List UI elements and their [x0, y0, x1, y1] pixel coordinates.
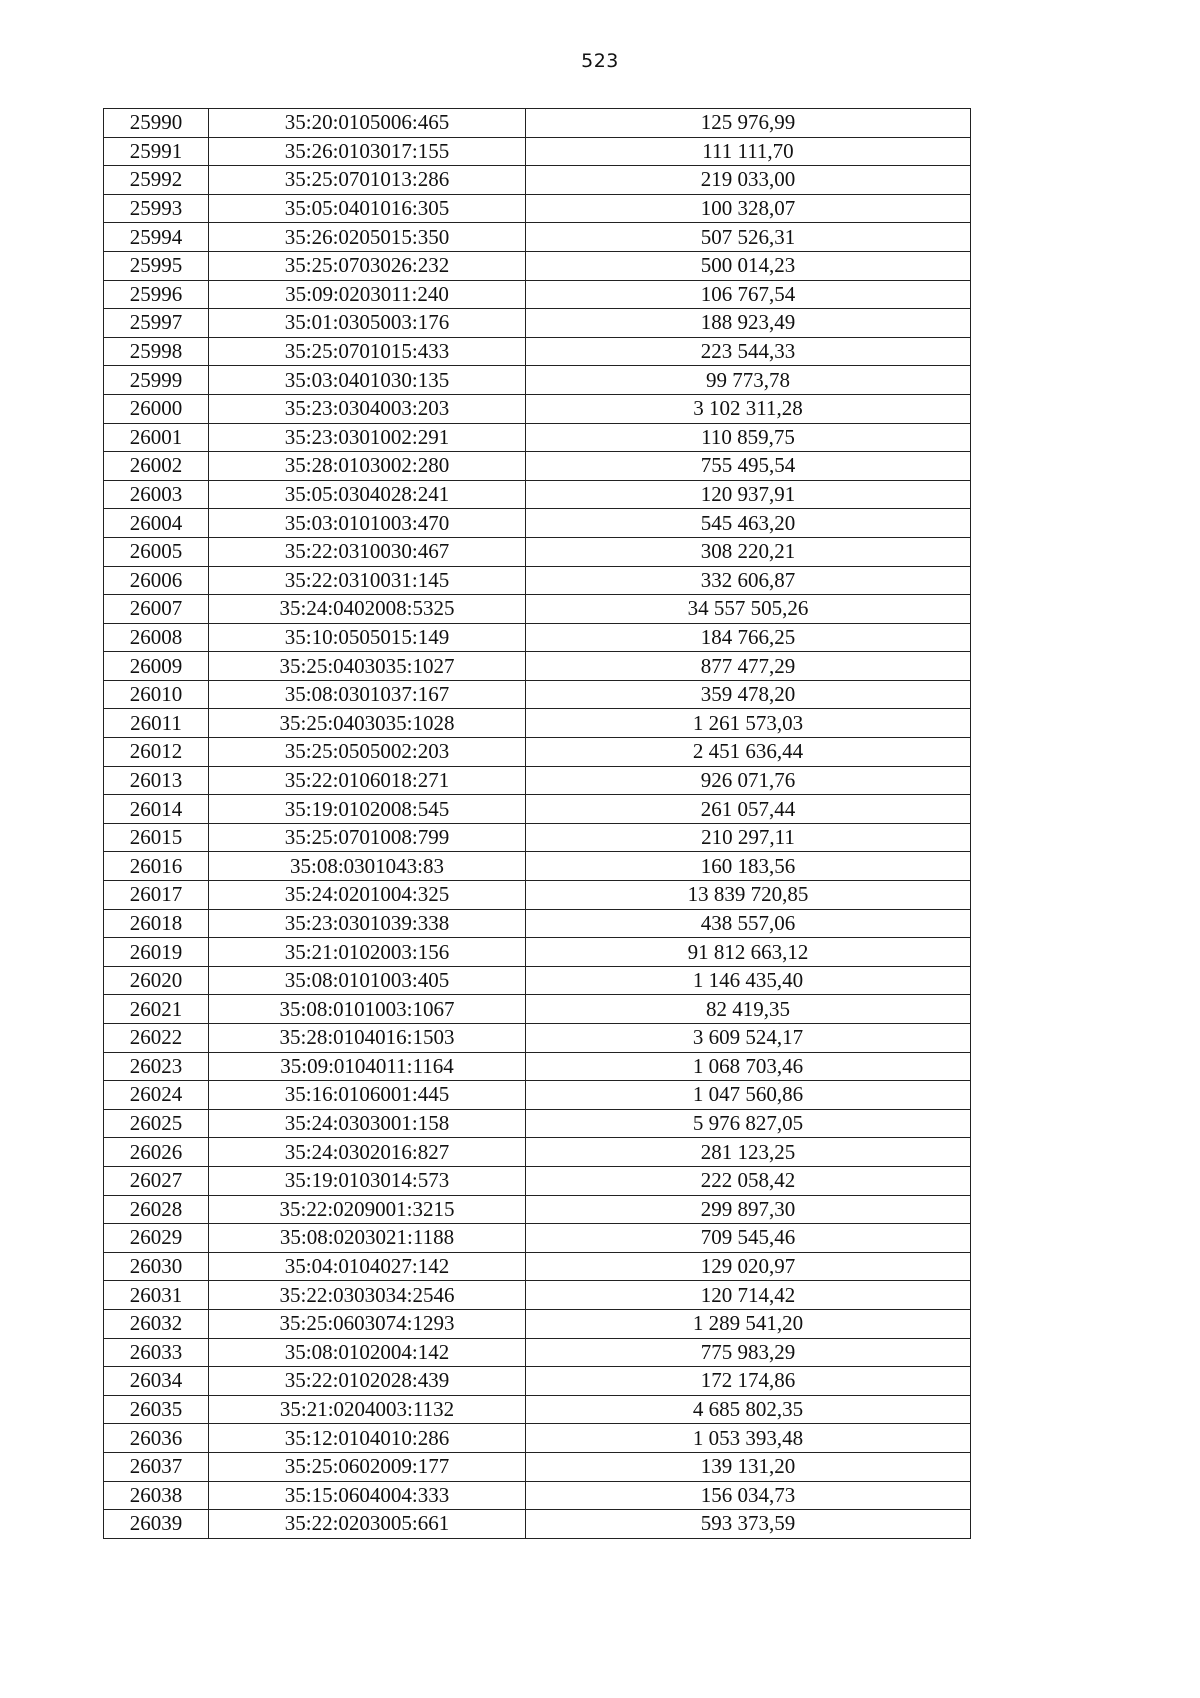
cadastral-number-cell: 35:08:0102004:142	[209, 1338, 526, 1367]
cadastral-number-cell: 35:23:0301002:291	[209, 423, 526, 452]
table-row	[104, 795, 971, 824]
table-row	[104, 823, 971, 852]
cadastral-value-cell: 593 373,59	[526, 1510, 971, 1539]
cadastral-value-cell: 709 545,46	[526, 1224, 971, 1253]
cadastral-value-cell: 1 146 435,40	[526, 966, 971, 995]
cadastral-value-cell: 125 976,99	[526, 109, 971, 138]
cadastral-value-cell: 99 773,78	[526, 366, 971, 395]
cadastral-value-cell: 106 767,54	[526, 280, 971, 309]
table-row	[104, 1052, 971, 1081]
table-row	[104, 394, 971, 423]
table-row	[104, 995, 971, 1024]
cadastral-number-cell: 35:25:0703026:232	[209, 251, 526, 280]
row-number-cell: 25990	[104, 109, 209, 138]
cadastral-number-cell: 35:22:0310031:145	[209, 566, 526, 595]
table-row	[104, 1510, 971, 1539]
row-number-cell: 26016	[104, 852, 209, 881]
table-row	[104, 1252, 971, 1281]
row-number-cell: 25999	[104, 366, 209, 395]
cadastral-number-cell: 35:16:0106001:445	[209, 1081, 526, 1110]
row-number-cell: 26010	[104, 680, 209, 709]
table-row	[104, 480, 971, 509]
cadastral-number-cell: 35:25:0701015:433	[209, 337, 526, 366]
cadastral-value-cell: 91 812 663,12	[526, 938, 971, 967]
cadastral-number-cell: 35:25:0602009:177	[209, 1452, 526, 1481]
page-number: 523	[581, 50, 619, 72]
cadastral-value-cell: 120 937,91	[526, 480, 971, 509]
table-row	[104, 251, 971, 280]
table-row	[104, 966, 971, 995]
row-number-cell: 26036	[104, 1424, 209, 1453]
row-number-cell: 26028	[104, 1195, 209, 1224]
table-row	[104, 1138, 971, 1167]
row-number-cell: 26039	[104, 1510, 209, 1539]
cadastral-number-cell: 35:22:0310030:467	[209, 537, 526, 566]
cadastral-value-cell: 3 609 524,17	[526, 1024, 971, 1053]
row-number-cell: 26026	[104, 1138, 209, 1167]
row-number-cell: 26019	[104, 938, 209, 967]
cadastral-value-cell: 219 033,00	[526, 166, 971, 195]
row-number-cell: 26030	[104, 1252, 209, 1281]
cadastral-value-cell: 156 034,73	[526, 1481, 971, 1510]
row-number-cell: 26013	[104, 766, 209, 795]
cadastral-number-cell: 35:22:0102028:439	[209, 1367, 526, 1396]
cadastral-value-cell: 438 557,06	[526, 909, 971, 938]
cadastral-value-cell: 332 606,87	[526, 566, 971, 595]
row-number-cell: 26001	[104, 423, 209, 452]
row-number-cell: 26014	[104, 795, 209, 824]
row-number-cell: 26027	[104, 1166, 209, 1195]
table-row	[104, 1481, 971, 1510]
cadastral-number-cell: 35:23:0304003:203	[209, 394, 526, 423]
table-row	[104, 566, 971, 595]
cadastral-number-cell: 35:19:0102008:545	[209, 795, 526, 824]
table-row	[104, 881, 971, 910]
cadastral-value-cell: 172 174,86	[526, 1367, 971, 1396]
table-row	[104, 194, 971, 223]
cadastral-value-cell: 755 495,54	[526, 452, 971, 481]
row-number-cell: 26035	[104, 1395, 209, 1424]
cadastral-value-cell: 188 923,49	[526, 309, 971, 338]
table-row	[104, 652, 971, 681]
table-row	[104, 1367, 971, 1396]
cadastral-number-cell: 35:24:0402008:5325	[209, 595, 526, 624]
cadastral-value-cell: 34 557 505,26	[526, 595, 971, 624]
cadastral-number-cell: 35:22:0303034:2546	[209, 1281, 526, 1310]
cadastral-number-cell: 35:20:0105006:465	[209, 109, 526, 138]
cadastral-number-cell: 35:08:0101003:405	[209, 966, 526, 995]
cadastral-number-cell: 35:09:0104011:1164	[209, 1052, 526, 1081]
cadastral-number-cell: 35:23:0301039:338	[209, 909, 526, 938]
row-number-cell: 26037	[104, 1452, 209, 1481]
cadastral-number-cell: 35:10:0505015:149	[209, 623, 526, 652]
cadastral-number-cell: 35:12:0104010:286	[209, 1424, 526, 1453]
table-row	[104, 223, 971, 252]
row-number-cell: 26004	[104, 509, 209, 538]
cadastral-number-cell: 35:05:0401016:305	[209, 194, 526, 223]
cadastral-number-cell: 35:03:0401030:135	[209, 366, 526, 395]
table-row	[104, 509, 971, 538]
row-number-cell: 26015	[104, 823, 209, 852]
row-number-cell: 26033	[104, 1338, 209, 1367]
cadastral-number-cell: 35:22:0106018:271	[209, 766, 526, 795]
cadastral-value-cell: 4 685 802,35	[526, 1395, 971, 1424]
cadastral-number-cell: 35:19:0103014:573	[209, 1166, 526, 1195]
cadastral-number-cell: 35:15:0604004:333	[209, 1481, 526, 1510]
cadastral-number-cell: 35:28:0103002:280	[209, 452, 526, 481]
cadastral-value-cell: 877 477,29	[526, 652, 971, 681]
cadastral-value-cell: 1 053 393,48	[526, 1424, 971, 1453]
cadastral-value-cell: 160 183,56	[526, 852, 971, 881]
table-row	[104, 738, 971, 767]
cadastral-number-cell: 35:22:0209001:3215	[209, 1195, 526, 1224]
cadastral-number-cell: 35:21:0204003:1132	[209, 1395, 526, 1424]
cadastral-value-cell: 210 297,11	[526, 823, 971, 852]
table-row	[104, 1338, 971, 1367]
cadastral-number-cell: 35:03:0101003:470	[209, 509, 526, 538]
row-number-cell: 26009	[104, 652, 209, 681]
table-row	[104, 1224, 971, 1253]
cadastral-value-cell: 1 068 703,46	[526, 1052, 971, 1081]
cadastral-value-cell: 299 897,30	[526, 1195, 971, 1224]
row-number-cell: 26029	[104, 1224, 209, 1253]
row-number-cell: 25994	[104, 223, 209, 252]
cadastral-number-cell: 35:05:0304028:241	[209, 480, 526, 509]
cadastral-value-cell: 110 859,75	[526, 423, 971, 452]
cadastral-value-cell: 5 976 827,05	[526, 1109, 971, 1138]
row-number-cell: 26017	[104, 881, 209, 910]
table-row	[104, 1281, 971, 1310]
table-row	[104, 337, 971, 366]
cadastral-value-cell: 261 057,44	[526, 795, 971, 824]
cadastral-number-cell: 35:22:0203005:661	[209, 1510, 526, 1539]
cadastral-value-cell: 1 047 560,86	[526, 1081, 971, 1110]
cadastral-value-cell: 82 419,35	[526, 995, 971, 1024]
cadastral-number-cell: 35:25:0701013:286	[209, 166, 526, 195]
table-row	[104, 1109, 971, 1138]
table-row	[104, 452, 971, 481]
cadastral-number-cell: 35:24:0302016:827	[209, 1138, 526, 1167]
table-row	[104, 623, 971, 652]
cadastral-value-cell: 129 020,97	[526, 1252, 971, 1281]
table-row	[104, 938, 971, 967]
cadastral-value-cell: 111 111,70	[526, 137, 971, 166]
cadastral-number-cell: 35:25:0701008:799	[209, 823, 526, 852]
cadastral-value-cell: 139 131,20	[526, 1452, 971, 1481]
table-row	[104, 595, 971, 624]
row-number-cell: 26034	[104, 1367, 209, 1396]
table-row	[104, 909, 971, 938]
table-row	[104, 852, 971, 881]
row-number-cell: 26038	[104, 1481, 209, 1510]
table-row	[104, 366, 971, 395]
row-number-cell: 26022	[104, 1024, 209, 1053]
cadastral-number-cell: 35:24:0303001:158	[209, 1109, 526, 1138]
cadastral-number-cell: 35:08:0203021:1188	[209, 1224, 526, 1253]
row-number-cell: 26024	[104, 1081, 209, 1110]
row-number-cell: 26008	[104, 623, 209, 652]
row-number-cell: 25995	[104, 251, 209, 280]
cadastral-value-cell: 184 766,25	[526, 623, 971, 652]
table-body	[104, 109, 971, 1539]
row-number-cell: 25998	[104, 337, 209, 366]
row-number-cell: 26002	[104, 452, 209, 481]
table-row	[104, 680, 971, 709]
cadastral-number-cell: 35:08:0301037:167	[209, 680, 526, 709]
table-row	[104, 109, 971, 138]
cadastral-number-cell: 35:25:0603074:1293	[209, 1309, 526, 1338]
cadastral-value-table	[103, 108, 971, 1539]
cadastral-number-cell: 35:01:0305003:176	[209, 309, 526, 338]
cadastral-value-cell: 308 220,21	[526, 537, 971, 566]
cadastral-number-cell: 35:26:0103017:155	[209, 137, 526, 166]
row-number-cell: 26011	[104, 709, 209, 738]
table-row	[104, 1081, 971, 1110]
table-row	[104, 1166, 971, 1195]
cadastral-value-cell: 545 463,20	[526, 509, 971, 538]
row-number-cell: 25991	[104, 137, 209, 166]
cadastral-value-cell: 222 058,42	[526, 1166, 971, 1195]
table-row	[104, 709, 971, 738]
table-row	[104, 423, 971, 452]
row-number-cell: 25997	[104, 309, 209, 338]
table-row	[104, 166, 971, 195]
row-number-cell: 26003	[104, 480, 209, 509]
cadastral-number-cell: 35:08:0101003:1067	[209, 995, 526, 1024]
cadastral-number-cell: 35:21:0102003:156	[209, 938, 526, 967]
row-number-cell: 26007	[104, 595, 209, 624]
table-row	[104, 280, 971, 309]
cadastral-value-cell: 13 839 720,85	[526, 881, 971, 910]
table-row	[104, 137, 971, 166]
cadastral-value-cell: 775 983,29	[526, 1338, 971, 1367]
row-number-cell: 26005	[104, 537, 209, 566]
row-number-cell: 26025	[104, 1109, 209, 1138]
cadastral-value-cell: 223 544,33	[526, 337, 971, 366]
cadastral-value-cell: 500 014,23	[526, 251, 971, 280]
cadastral-number-cell: 35:25:0505002:203	[209, 738, 526, 767]
cadastral-value-cell: 1 289 541,20	[526, 1309, 971, 1338]
cadastral-value-cell: 359 478,20	[526, 680, 971, 709]
cadastral-number-cell: 35:25:0403035:1027	[209, 652, 526, 681]
row-number-cell: 26006	[104, 566, 209, 595]
table-row	[104, 1424, 971, 1453]
table-row	[104, 309, 971, 338]
row-number-cell: 26031	[104, 1281, 209, 1310]
cadastral-value-cell: 100 328,07	[526, 194, 971, 223]
table-row	[104, 1452, 971, 1481]
cadastral-value-cell: 3 102 311,28	[526, 394, 971, 423]
cadastral-value-cell: 926 071,76	[526, 766, 971, 795]
cadastral-number-cell: 35:09:0203011:240	[209, 280, 526, 309]
table-row	[104, 1309, 971, 1338]
table-row	[104, 1024, 971, 1053]
table-row	[104, 537, 971, 566]
row-number-cell: 25992	[104, 166, 209, 195]
row-number-cell: 25996	[104, 280, 209, 309]
row-number-cell: 26018	[104, 909, 209, 938]
cadastral-value-cell: 507 526,31	[526, 223, 971, 252]
cadastral-value-cell: 1 261 573,03	[526, 709, 971, 738]
row-number-cell: 26021	[104, 995, 209, 1024]
cadastral-number-cell: 35:28:0104016:1503	[209, 1024, 526, 1053]
cadastral-number-cell: 35:26:0205015:350	[209, 223, 526, 252]
cadastral-number-cell: 35:08:0301043:83	[209, 852, 526, 881]
table-row	[104, 766, 971, 795]
row-number-cell: 26032	[104, 1309, 209, 1338]
cadastral-number-cell: 35:25:0403035:1028	[209, 709, 526, 738]
cadastral-value-cell: 281 123,25	[526, 1138, 971, 1167]
cadastral-value-cell: 2 451 636,44	[526, 738, 971, 767]
row-number-cell: 26023	[104, 1052, 209, 1081]
cadastral-value-cell: 120 714,42	[526, 1281, 971, 1310]
row-number-cell: 26020	[104, 966, 209, 995]
cadastral-number-cell: 35:04:0104027:142	[209, 1252, 526, 1281]
row-number-cell: 26000	[104, 394, 209, 423]
table-row	[104, 1195, 971, 1224]
cadastral-number-cell: 35:24:0201004:325	[209, 881, 526, 910]
row-number-cell: 26012	[104, 738, 209, 767]
row-number-cell: 25993	[104, 194, 209, 223]
table-row	[104, 1395, 971, 1424]
